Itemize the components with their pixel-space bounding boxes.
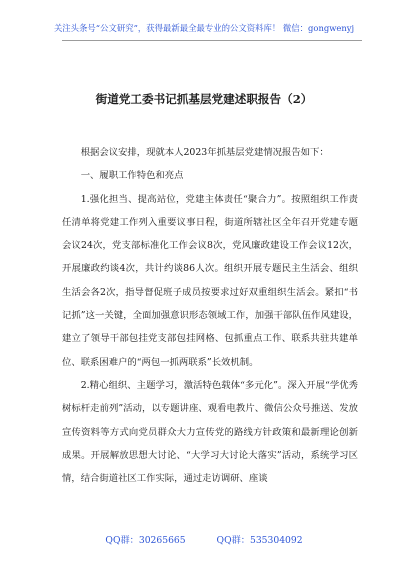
footer-qq-group-2: QQ群：535304092 (216, 535, 303, 546)
header-banner: 关注头条号“公文研究”，获得最新最全最专业的公文资料库！ 微信：gongwenyj (53, 23, 355, 33)
document-title: 街道党工委书记抓基层党建述职报告（2） (95, 92, 313, 106)
section-heading: 一、履职工作特色和亮点 (80, 170, 184, 182)
document-body (62, 141, 358, 490)
footer-qq-group-1: QQ群：30265665 (105, 535, 186, 546)
footer-contact (0, 532, 408, 546)
header-divider (62, 40, 362, 41)
paragraph-2: 2.精心组织、主题学习，激活特色载体“多元化”。深入开展“学优秀树标杆走前列”活动，以专题讲座、观看电教片、微信公众号推送、发放宣传资料等方式向党员群众大力宣传党的路线方针政策和最新理论创新成果。开展解放思想大讨论、“大学习大讨论大落实”活动，系统学习区情，结合街道社区工作实际，通过走访调研、座谈 (62, 379, 358, 485)
paragraph-intro: 根据会议安排，现就本人2023年抓基层党建情况报告如下： (80, 147, 329, 158)
paragraph-1: 1.强化担当、提高站位，党建主体责任“聚合力”。按照组织工作责任清单将党建工作列入重要议事日程，街道所辖社区全年召开党建专题会议24次，党支部标准化工作会议8次，党风廉政建设工作会议12次，开展廉政约谈4次，共计约谈86人次。组织开展专题民主生活会、组织生活会各2次，指导督促班子成员按要求过好双重组织生活会。紧扣“书记抓”这一关键，全面加强意识形态领域工作，加强干部队伍作风建设，建立了领导干部包挂党支部包挂网格、包抓重点工作、联系共驻共建单位、联系困难户的“两包一抓两联系”长效机制。 (62, 193, 358, 368)
